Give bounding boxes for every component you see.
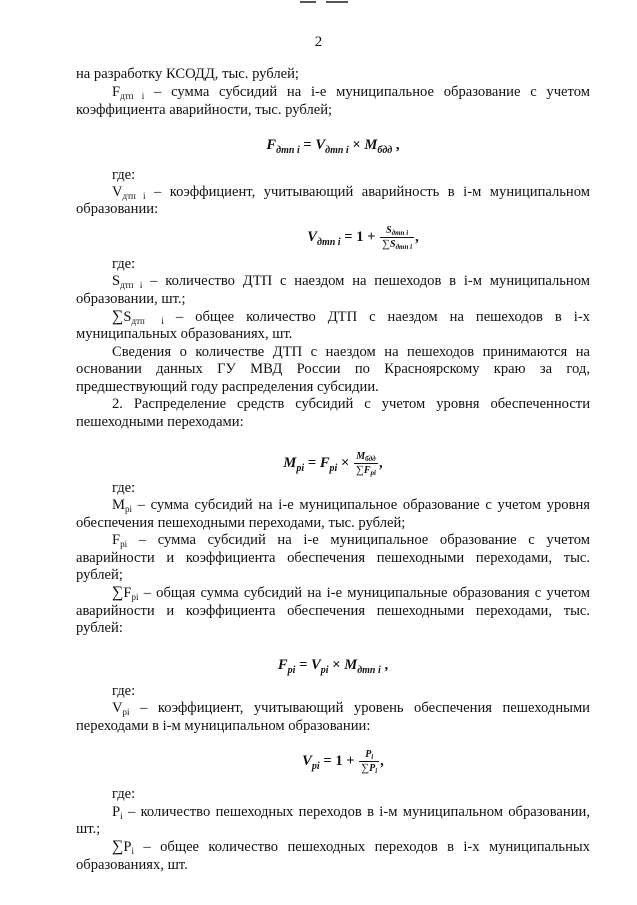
paragraph-item-2: 2. Распределение средств субсидий с учетом уровня обеспеченности пешеходными переходами: [76, 396, 590, 430]
paragraph-data-source: Сведения о количестве ДТП с наездом на пешеходов принимаются на основании данных ГУ МВД России по Красноярскому краю за год, предшествующий году распределения субсидии. [76, 343, 590, 395]
formula-V-dtp: $V_{дтп i} = 1$ + $\frac{S_{дтп i}}{\sum S_{дтп i}}$ , [307, 224, 419, 251]
definition-sum-P-i: $\sum P_i$ – общее количество пешеходных переходов в i-х муниципальных образованиях, шт. [76, 838, 590, 873]
definition-sum-F-pi: $\sum F_{pi}$ – общая сумма субсидий на i-е муниципальные образования с учетом аварийности и коэффициента обеспечения пешеходными переходами, тыс. рублей: [76, 584, 590, 637]
where-label: где: [112, 479, 136, 496]
symbol: F [112, 84, 121, 101]
page-number: 2 [314, 34, 323, 50]
where-label: где: [112, 786, 136, 803]
formula-V-pi: $V_{pi} = 1$ + $\frac{P_i}{\sum P_i}$ , [302, 749, 384, 776]
formula-F-dtp: $F_{дтп i} = V_{дтп i} \times M_{бдд}$ , [266, 137, 400, 157]
definition-F-dtp [76, 84, 590, 119]
document-body [76, 66, 590, 874]
formula-F-pi: $F_{pi} = V_{pi} \times M_{дтп i}$ , [277, 656, 389, 676]
fraction: $\frac{P_i}{\sum P_i}$ [361, 749, 378, 776]
paragraph-continuation: на разработку КСОДД, тыс. рублей; [76, 66, 299, 82]
where-label: где: [112, 255, 136, 272]
definition-M-pi: $M_{pi}$ – сумма субсидий на i-е муниципальное образование с учетом уровня обеспечения пешеходными переходами, тыс. рублей; [76, 497, 590, 531]
fraction: $\frac{S_{дтп i}}{\sum S_{дтп i}}$ [382, 224, 413, 251]
fraction: $\frac{M_{бдд}}{\sum F_{pi}}$ [355, 450, 376, 477]
definition-V-pi: $V_{pi}$ – коэффициент, учитывающий уровень обеспечения пешеходными переходами в i-м муниципальном образовании: [76, 700, 590, 734]
definition-S-dtp: $S_{дтп i}$ – количество ДТП с наездом на пешеходов в i-м муниципальном образовании, шт.; [76, 273, 590, 307]
symbol-sub: дтп i [120, 91, 145, 102]
where-label: где: [112, 166, 136, 183]
definition-F-pi: $F_{pi}$ – сумма субсидий на i-е муниципальное образование с учетом аварийности и коэффициента обеспечения пешеходными переходами, тыс. рублей; [76, 532, 590, 583]
definition-sum-S-dtp: $\sum S_{дтп i}$ – общее количество ДТП с наездом на пешеходов в i-х муниципальных образованиях, шт. [76, 308, 590, 343]
formula-M-pi: $M_{pi} = F_{pi}$ × $\frac{M_{бдд}}{\sum F_{pi}}$ , [283, 450, 383, 477]
top-scan-marks [298, 0, 358, 6]
definition-text: – сумма субсидий на i-е муниципальное образование с учетом коэффициента аварийности, тыс. рублей; [76, 84, 590, 118]
definition-V-dtp: $V_{дтп i}$ – коэффициент, учитывающий аварийность в i-м муниципальном образовании: [76, 184, 590, 218]
definition-P-i: $P_i$ – количество пешеходных переходов в i-м муниципальном образовании, шт.; [76, 803, 590, 837]
where-label: где: [112, 682, 136, 699]
